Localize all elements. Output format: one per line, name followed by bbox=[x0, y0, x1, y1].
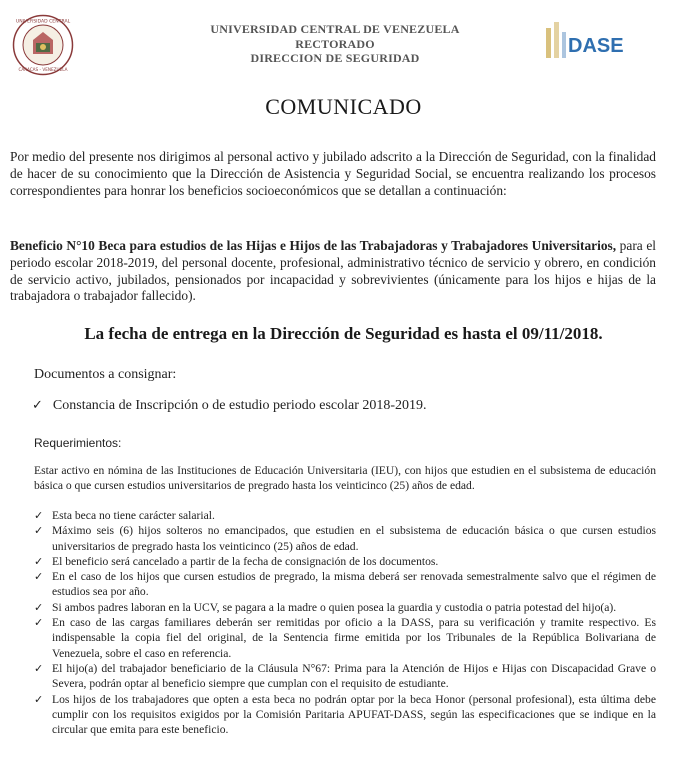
dase-logo bbox=[546, 18, 638, 66]
institution-heading bbox=[170, 22, 500, 66]
requirement-item: ✓ El beneficio será cancelado a partir de la fecha de consignación de los documentos. bbox=[34, 554, 439, 568]
deadline-notice: La fecha de entrega en la Dirección de Seguridad es hasta el 09/11/2018. bbox=[84, 324, 603, 343]
requirement-item: ✓ Esta beca no tiene carácter salarial. bbox=[34, 509, 215, 522]
requirement-item: ✓ Los hijos de los trabajadores que opten a esta beca no podrán optar por la beca Honor (personal profesional), esta última debe cumplir con los requisitos exigidos por la Comisión Paritaria APUFAT-DASS, según las especificaciones que se indique en la circular que emita para este beneficio. bbox=[34, 692, 656, 737]
document-item bbox=[32, 398, 427, 414]
intro-paragraph: Por medio del presente nos dirigimos al personal activo y jubilado adscrito a la Dirección de Seguridad, con la finalidad de hacer de su conocimiento que la Dirección de Asistencia y Seguridad Social, se encuentra realizando los procesos correspondientes para honrar los beneficios socioeconómicos que se detallan a continuación: bbox=[10, 149, 656, 198]
requirement-item: ✓ En el caso de los hijos que cursen estudios de pregrado, la misma deberá ser renovada semestralmente salvo que el régimen de estudios sea por año. bbox=[34, 570, 656, 599]
requirements-label: Requerimientos: bbox=[34, 436, 122, 450]
checkmark-icon: ✓ bbox=[34, 509, 44, 522]
checkmark-icon: ✓ bbox=[34, 616, 44, 630]
requirement-item: ✓ El hijo(a) del trabajador beneficiario de la Cláusula N°67: Prima para la Atención de Hijos e Hijas con Discapacidad Grave o Severa, podrán optar al beneficio siempre que cumplan con el requisito de estudiante. bbox=[34, 661, 656, 691]
institution-department: DIRECCION DE SEGURIDAD bbox=[250, 51, 420, 65]
requirement-item: ✓ En caso de las cargas familiares deberán ser remitidas por oficio a la DASS, para su verificación y tramite respectivo. Es indispensable la copia fiel del original, de la Sentencia firme emitida por los Tribunales de la República Bolivariana de Venezuela, sobre el caso en referencia. bbox=[34, 616, 656, 660]
checkmark-icon: ✓ bbox=[34, 600, 44, 614]
requirement-item: ✓ Máximo seis (6) hijos solteros no emancipados, que estudien en el subsistema de educación básica o que cursen estudios universitarios de pregrado hasta los veinticinco (25) años de edad. bbox=[34, 524, 656, 553]
ucv-seal-logo bbox=[12, 14, 74, 76]
requirements-list bbox=[34, 508, 656, 737]
benefit-name: Beneficio N°10 Beca para estudios de las Hijas e Hijos de las Trabajadoras y Trabajadores Universitarios, bbox=[10, 238, 617, 253]
benefit-paragraph bbox=[10, 238, 656, 305]
seal-top-text: UNIVERSIDAD CENTRAL bbox=[15, 19, 71, 25]
requirement-item: ✓ Si ambos padres laboran en la UCV, se pagara a la madre o quien posea la guardia y custodia o patria potestad del hijo(a). bbox=[34, 600, 617, 614]
page-title: COMUNICADO bbox=[265, 94, 422, 119]
checkmark-icon: ✓ bbox=[34, 570, 44, 584]
documents-label: Documentos a consignar: bbox=[34, 367, 177, 382]
institution-name: UNIVERSIDAD CENTRAL DE VENEZUELA bbox=[210, 22, 460, 36]
checkmark-icon: ✓ bbox=[32, 398, 43, 413]
letterhead bbox=[0, 0, 687, 90]
dase-logo-text: DASE bbox=[568, 35, 624, 57]
document-item-text: Constancia de Inscripción o de estudio periodo escolar 2018-2019. bbox=[52, 398, 427, 413]
checkmark-icon: ✓ bbox=[34, 554, 44, 568]
checkmark-icon: ✓ bbox=[34, 661, 44, 675]
checkmark-icon: ✓ bbox=[34, 524, 44, 538]
seal-bottom-text: CARACAS - VENEZUELA bbox=[18, 67, 68, 72]
active-requirement: Estar activo en nómina de las Instituciones de Educación Universitaria (IEU), con hijos que estudien en el subsistema de educación básica o que cursen estudios universitarios de pregrado hasta los veinticinco (25) años de edad. bbox=[34, 464, 656, 493]
benefit-details: para el periodo escolar 2018-2019, del personal docente, profesional, administrativo técnico de servicio y obrero, en condición de servicio activo, jubilados, pensionados por incapacidad y sobrevivientes (únicamente para los hijos e hijas de la trabajadora o trabajador fallecido). bbox=[10, 238, 656, 304]
institution-office: RECTORADO bbox=[295, 36, 375, 51]
checkmark-icon: ✓ bbox=[34, 692, 44, 706]
